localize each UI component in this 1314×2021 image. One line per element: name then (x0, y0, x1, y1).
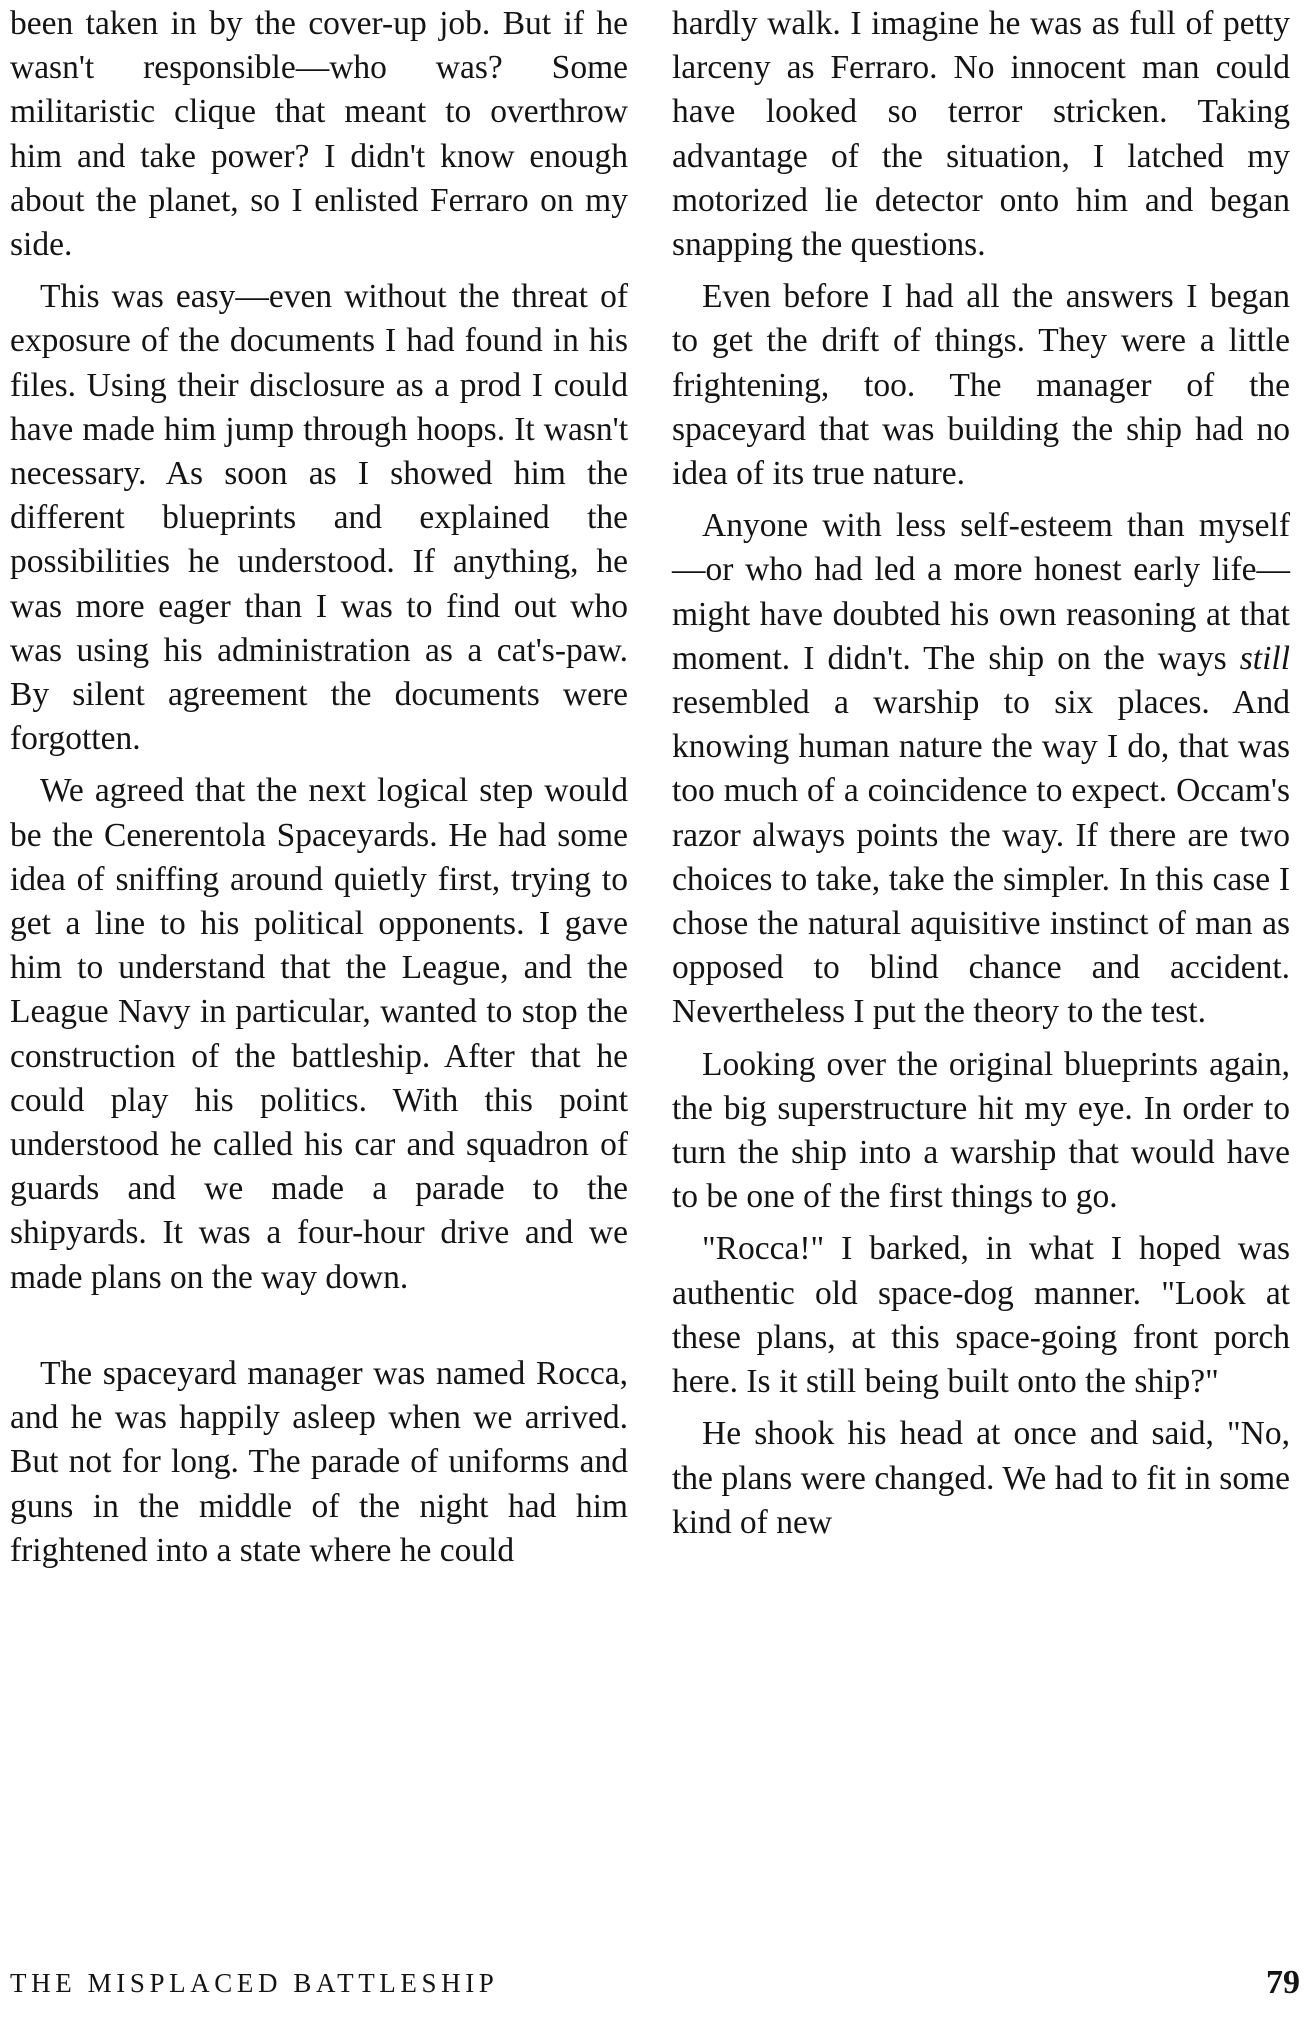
text-column-left (10, 2, 628, 1581)
paragraph-text: resembled a warship to six places. And knowing human nature the way I do, that was too much of a coincidence to expect. Occam's razor always points the way. If there are two choices to take, take the simpler. In this case I chose the natural aquisitive instinct of man as opposed to blind chance and accident. Nevertheless I put the theory to the test. (672, 684, 1290, 1031)
paragraph: Even before I had all the answers I began to get the drift of things. They were a little frightening, too. The manager of the spaceyard that was building the ship had no idea of its true nature. (672, 278, 1290, 493)
paragraph: Looking over the original blueprints again, the big superstructure hit my eye. In order to turn the ship into a warship that would have to be one of the first things to go. (672, 1045, 1290, 1216)
page-footer (10, 1964, 1306, 2012)
paragraph: We agreed that the next logical step would be the Cenerentola Spaceyards. He had some idea of sniffing around quietly first, trying to get a line to his political opponents. I gave him to understand that the League, and the League Navy in particular, wanted to stop the construction of the battleship. After that he could play his politics. With this point understood he called his car and squadron of guards and we made a parade to the shipyards. It was a four-hour drive and we made plans on the way down. (10, 772, 628, 1296)
paragraph: This was easy—even without the threat of exposure of the documents I had found in his files. Using their disclosure as a prod I could have made him jump through hoops. It wasn't necessary. As soon as I showed him the different blueprints and explained the possibilities he understood. If anything, he was more eager than I was to find out who was using his administration as a cat's-paw. By silent agreement the documents were forgotten. (10, 278, 628, 758)
paragraph: He shook his head at once and said, "No, the plans were changed. We had to fit in some kind of new (672, 1415, 1290, 1541)
running-title: THE MISPLACED BATTLESHIP (10, 1968, 499, 1998)
text-column-right (672, 2, 1290, 1553)
paragraph: hardly walk. I imagine he was as full of petty larceny as Ferraro. No innocent man could have looked so terror stricken. Taking advantage of the situation, I latched my motorized lie detector onto him and began snapping the questions. (672, 5, 1290, 264)
paragraph-text: Anyone with less self-esteem than myself—or who had led a more honest early life—might have doubted his own reasoning at that moment. I didn't. The ship on the ways (672, 507, 1290, 677)
paragraph (672, 504, 1290, 1034)
emphasized-word: still (1239, 639, 1291, 677)
paragraph: "Rocca!" I barked, in what I hoped was authentic old space-dog manner. "Look at these plans, at this space-going front porch here. Is it still being built onto the ship?" (672, 1230, 1290, 1401)
page-number: 79 (1266, 1964, 1300, 2001)
paragraph: been taken in by the cover-up job. But if he wasn't responsible—who was? Some militaristic clique that meant to overthrow him and take power? I didn't know enough about the planet, so I enlisted Ferraro on my side. (10, 5, 628, 264)
paragraph-section-start: The spaceyard manager was named Rocca, and he was happily asleep when we arrived. But not for long. The parade of uniforms and guns in the middle of the night had him frightened into a state where he could (10, 1354, 628, 1569)
